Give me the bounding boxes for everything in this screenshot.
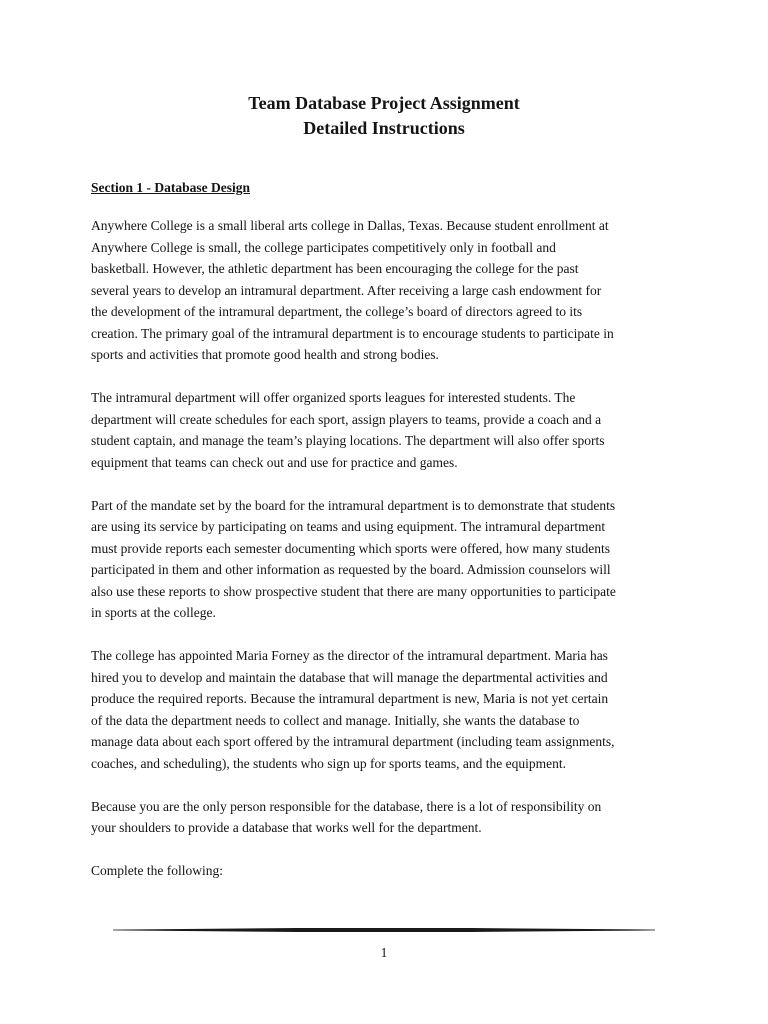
footer-divider	[113, 928, 655, 932]
paragraph-line: The college has appointed Maria Forney as the director of the intramural department. Maria has	[91, 648, 608, 663]
paragraph-line: hired you to develop and maintain the database that will manage the departmental activities and	[91, 669, 608, 685]
paragraph-line: sports and activities that promote good health and strong bodies.	[91, 347, 439, 362]
title-line-1: Team Database Project Assignment	[248, 93, 520, 113]
paragraph-line: the development of the intramural department, the college’s board of directors agreed to its	[91, 304, 583, 319]
page-number: 1	[380, 945, 388, 960]
paragraph-line: of the data the department needs to collect and manage. Initially, she wants the database to	[91, 712, 580, 728]
paragraph-line: Anywhere College is small, the college participates competitively only in football and	[91, 239, 556, 255]
closing-instruction	[91, 860, 711, 882]
document-body	[91, 177, 711, 903]
paragraph-line: participated in them and other information as requested by the board. Admission counselors will	[91, 562, 611, 577]
paragraph-line: Part of the mandate set by the board for the intramural department is to demonstrate that students	[91, 497, 616, 513]
paragraph-5	[91, 796, 711, 839]
paragraph-4	[91, 645, 711, 774]
paragraph-line: manage data about each sport offered by the intramural department (including team assignments,	[91, 734, 615, 749]
paragraph-line: Anywhere College is a small liberal arts college in Dallas, Texas. Because student enrollment at	[91, 218, 609, 233]
document-title	[0, 91, 768, 141]
title-line-2: Detailed Instructions	[303, 118, 465, 138]
paragraph-2	[91, 387, 711, 473]
paragraph-line: must provide reports each semester documenting which sports were offered, how many students	[91, 540, 610, 556]
paragraph-line: several years to develop an intramural department. After receiving a large cash endowment for	[91, 282, 602, 298]
closing-line: Complete the following:	[91, 863, 223, 878]
paragraph-line: are using its service by participating on teams and using equipment. The intramural department	[91, 519, 606, 534]
paragraph-line: in sports at the college.	[91, 605, 216, 620]
paragraph-line: your shoulders to provide a database that works well for the department.	[91, 820, 482, 835]
paragraph-line: produce the required reports. Because the intramural department is new, Maria is not yet certain	[91, 691, 609, 706]
paragraph-line: equipment that teams can check out and use for practice and games.	[91, 454, 458, 470]
paragraph-line: also use these reports to show prospective student that there are many opportunities to participate	[91, 583, 616, 599]
paragraph-line: coaches, and scheduling), the students who sign up for sports teams, and the equipment.	[91, 755, 567, 771]
paragraph-line: The intramural department will offer organized sports leagues for interested students. The	[91, 390, 576, 405]
paragraph-line: student captain, and manage the team’s playing locations. The department will also offer sports	[91, 433, 605, 448]
paragraph-line: department will create schedules for each sport, assign players to teams, provide a coach and a	[91, 411, 602, 427]
paragraph-1	[91, 215, 711, 366]
paragraph-line: Because you are the only person responsible for the database, there is a lot of responsibility on	[91, 798, 602, 814]
paragraph-line: basketball. However, the athletic department has been encouraging the college for the past	[91, 261, 579, 276]
paragraph-line: creation. The primary goal of the intramural department is to encourage students to participate in	[91, 325, 614, 341]
paragraph-3	[91, 495, 711, 624]
section-heading: Section 1 - Database Design	[91, 180, 250, 195]
